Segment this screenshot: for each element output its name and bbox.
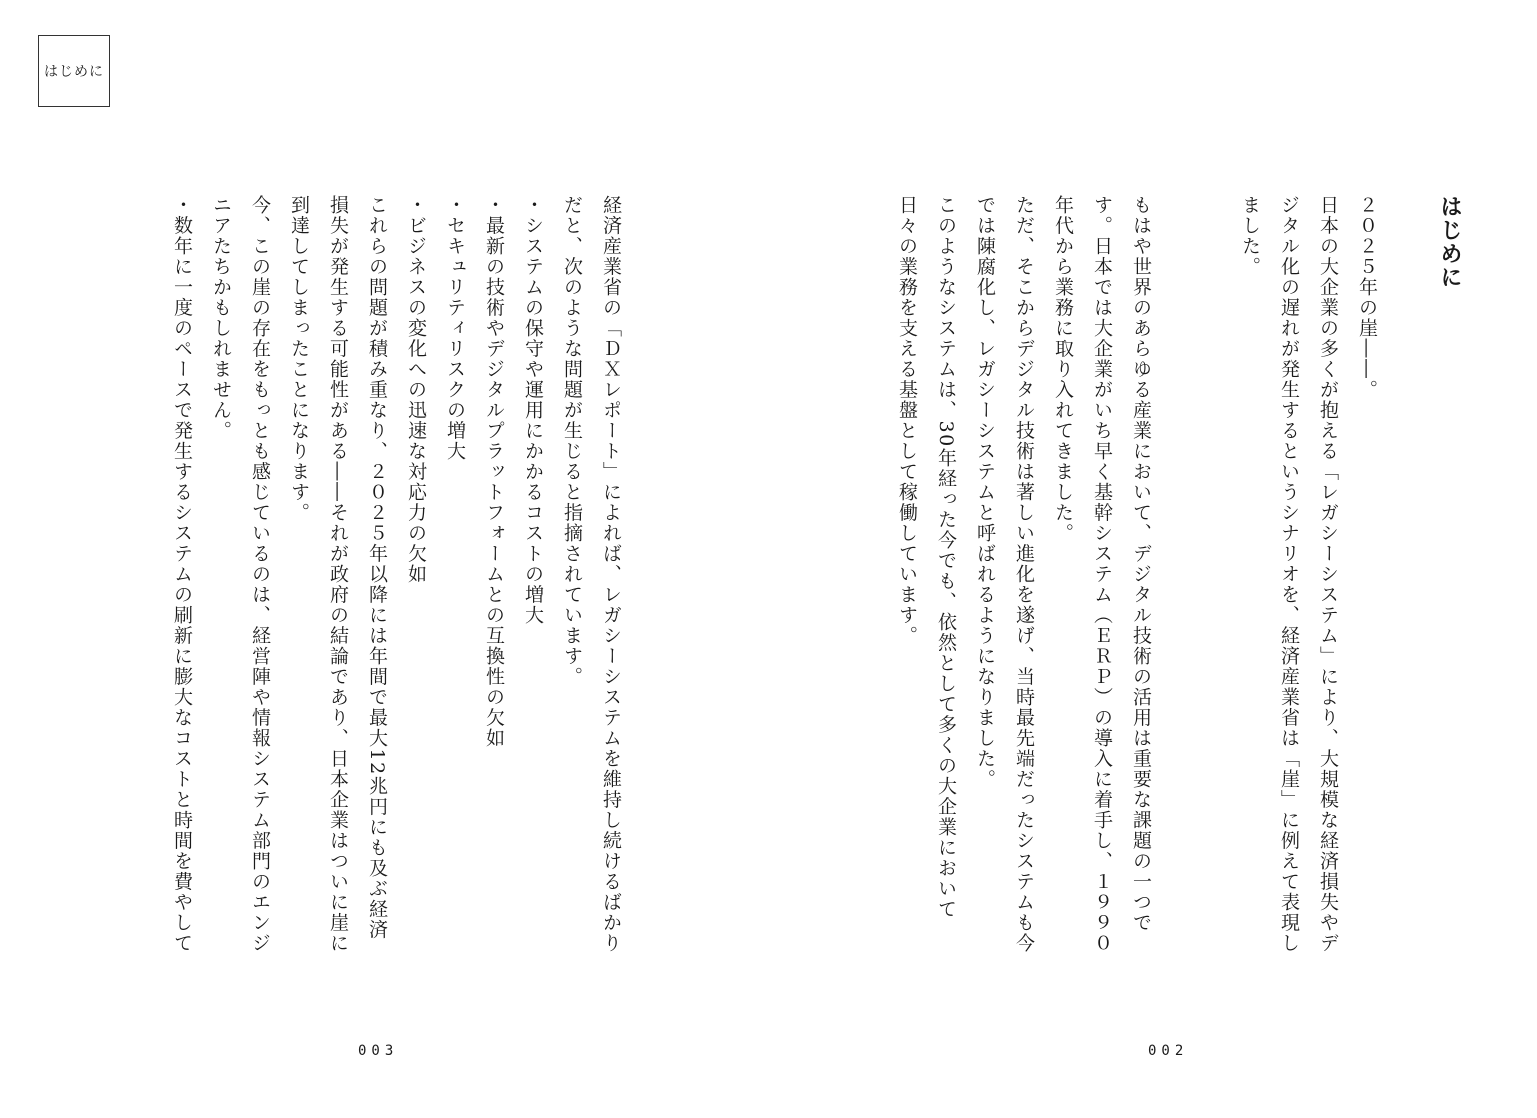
paragraph: 今、この崖の存在をもっとも感じているのは、経営陣や情報システム部門のエンジニアたちかもしれません。 <box>210 195 271 954</box>
right-page <box>860 195 1500 995</box>
body-block <box>860 195 1160 955</box>
paragraph: これらの問題が積み重なり、２０２５年以降には年間で最大12兆円にも及ぶ経済損失が発生する可能性がある――それが政府の結論であり、日本企業はついに崖に到達してしまったことになります。 <box>288 195 388 954</box>
bullet-item: ・システムの保守や運用にかかるコストの増大 <box>522 195 544 626</box>
paragraph: 日本の大企業の多くが抱える「レガシーシステム」により、大規模な経済損失やデジタル化の遅れが発生するというシナリオを、経済産業省は「崖」に例えて表現しました。 <box>1239 195 1339 954</box>
chapter-title: はじめに <box>1437 195 1463 289</box>
body-block <box>70 195 630 955</box>
section-tag: はじめに <box>38 35 110 107</box>
paragraph: このようなシステムは、30年経った今でも、依然として多くの大企業において日々の業務を支える基盤として稼働しています。 <box>896 195 957 920</box>
left-page <box>70 195 670 995</box>
page-number-left: 003 <box>358 1043 399 1059</box>
paragraph: ２０２５年の崖――。 <box>1356 195 1378 400</box>
paragraph: もはや世界のあらゆる産業において、デジタル技術の活用は重要な課題の一つです。日本では大企業がいち早く基幹システム（ＥＲＰ）の導入に着手し、１９９０年代から業務に取り入れてきました。 <box>1052 195 1152 954</box>
intro-block <box>1186 195 1386 955</box>
paragraph: 経済産業省の「ＤＸレポート」によれば、レガシーシステムを維持し続けるばかりだと、次のような問題が生じると指摘されています。 <box>561 195 622 954</box>
bullet-item: ・数年に一度のペースで発生するシステムの刷新に膨大なコストと時間を費やして <box>171 195 193 954</box>
page-number-right: 002 <box>1148 1043 1189 1059</box>
paragraph: ただ、そこからデジタル技術は著しい進化を遂げ、当時最先端だったシステムも今では陳腐化し、レガシーシステムと呼ばれるようになりました。 <box>974 195 1035 954</box>
bullet-item: ・最新の技術やデジタルプラットフォームとの互換性の欠如 <box>483 195 505 749</box>
bullet-item: ・ビジネスの変化への迅速な対応力の欠如 <box>405 195 427 585</box>
bullet-item: ・セキュリティリスクの増大 <box>444 195 466 462</box>
